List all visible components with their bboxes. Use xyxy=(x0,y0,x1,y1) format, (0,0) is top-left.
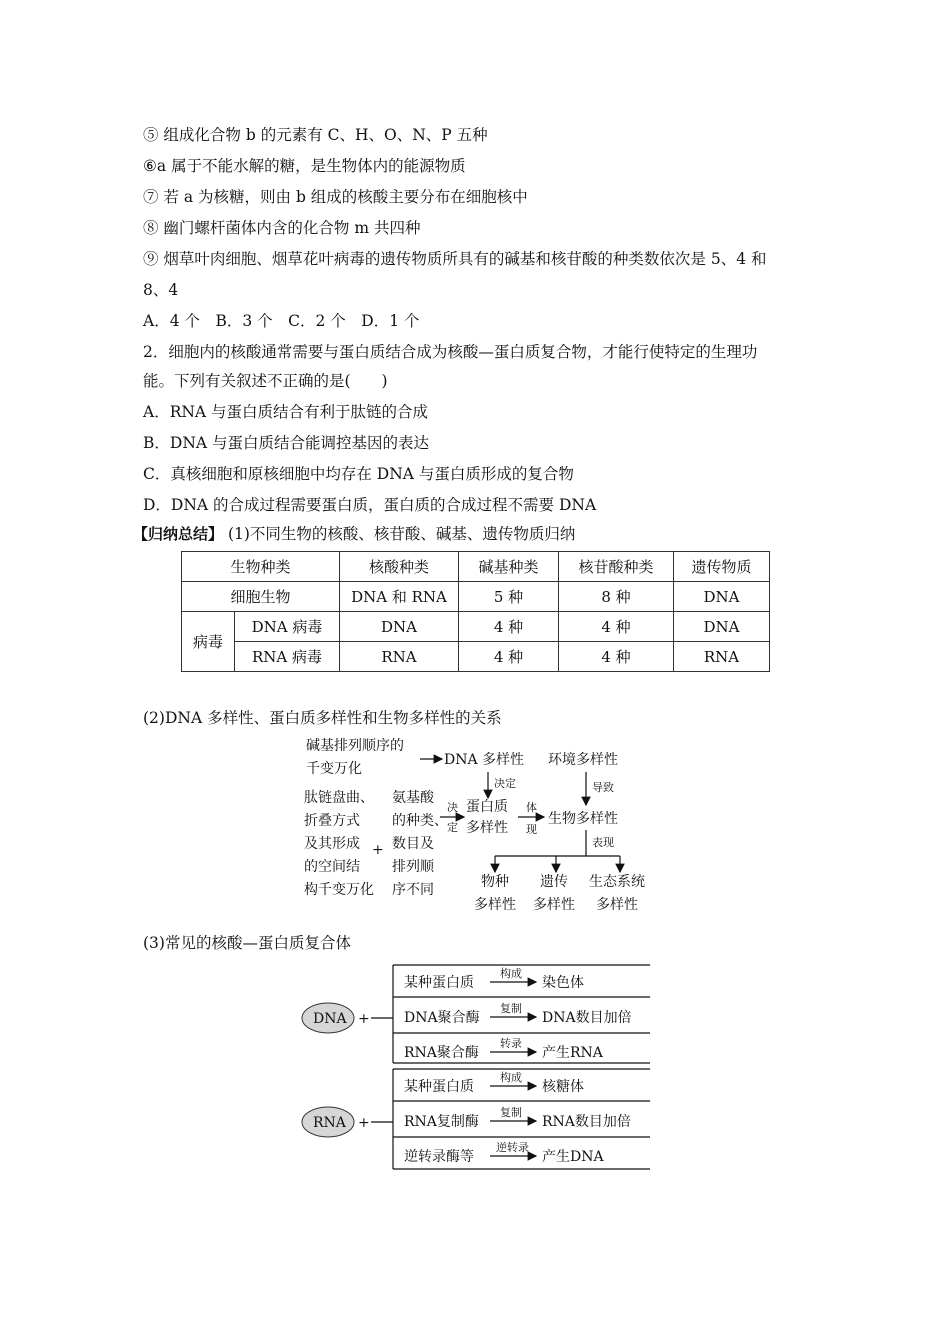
peptide-line5: 构千变万化 xyxy=(304,882,374,898)
plus-sign: + xyxy=(372,842,384,858)
table-cell: DNA xyxy=(340,612,459,642)
amino-line5: 序不同 xyxy=(392,882,434,898)
header-nucleotide: 核苷酸种类 xyxy=(559,552,674,582)
eco-2: 多样性 xyxy=(596,897,638,913)
species-1: 物种 xyxy=(481,874,509,890)
virus-label: 病毒 xyxy=(182,612,235,672)
species-2: 多样性 xyxy=(474,897,516,913)
rna-row3-left: 逆转录酶等 xyxy=(404,1149,474,1165)
table-cell: DNA xyxy=(674,612,770,642)
q2-stem-line1: 2．细胞内的核酸通常需要与蛋白质结合成为核酸—蛋白质复合物，才能行使特定的生理功 xyxy=(143,343,758,361)
q2-option-d: D．DNA 的合成过程需要蛋白质，蛋白质的合成过程不需要 DNA xyxy=(143,496,597,514)
amino-line3: 数目及 xyxy=(392,836,434,852)
table-cell: 5 种 xyxy=(459,582,559,612)
rna-row2-arrow-label: 复制 xyxy=(500,1106,522,1119)
embody-2: 现 xyxy=(526,823,537,836)
rna-row2-right: RNA数目加倍 xyxy=(542,1114,631,1130)
summary-table xyxy=(181,551,770,672)
q1-item-5: ⑤ 组成化合物 b 的元素有 C、H、O、N、P 五种 xyxy=(143,126,488,144)
peptide-line4: 的空间结 xyxy=(304,859,360,875)
table-row xyxy=(182,642,770,672)
complex-diagram xyxy=(0,955,950,1175)
rna-row3-right: 产生DNA xyxy=(542,1149,604,1165)
rna-row1-right: 核糖体 xyxy=(542,1079,584,1095)
dna-row2-arrow-label: 复制 xyxy=(500,1002,522,1015)
dna-diversity: DNA 多样性 xyxy=(444,752,525,768)
amino-line2: 的种类、 xyxy=(392,813,448,829)
table-cell: 8 种 xyxy=(559,582,674,612)
diversity-diagram xyxy=(0,730,950,930)
protein-div-line1: 蛋白质 xyxy=(466,799,508,815)
rna-row3-arrow-label: 逆转录 xyxy=(496,1141,529,1154)
summary-title-3: (3)常见的核酸—蛋白质复合体 xyxy=(143,934,351,952)
decide-h2: 定 xyxy=(447,821,458,834)
q2-option-c: C．真核细胞和原核细胞中均存在 DNA 与蛋白质形成的复合物 xyxy=(143,465,574,483)
rna-row1-left: 某种蛋白质 xyxy=(404,1079,474,1095)
dna-row3-arrow-label: 转录 xyxy=(500,1037,522,1050)
q1-item-9-cont: 8、4 xyxy=(143,281,179,299)
table-cell: DNA xyxy=(674,582,770,612)
rna-row2-left: RNA复制酶 xyxy=(404,1114,479,1130)
decide-label: 决定 xyxy=(494,777,516,790)
table-cell: 细胞生物 xyxy=(182,582,340,612)
genetic-1: 遗传 xyxy=(540,874,568,890)
peptide-line3: 及其形成 xyxy=(304,836,360,852)
summary-title-1: (1)不同生物的核酸、核苷酸、碱基、遗传物质归纳 xyxy=(227,525,576,543)
protein-div-line2: 多样性 xyxy=(466,820,508,836)
genetic-2: 多样性 xyxy=(533,897,575,913)
q1-item-7: ⑦ 若 a 为核糖，则由 b 组成的核酸主要分布在细胞核中 xyxy=(143,188,528,206)
q2-option-b: B．DNA 与蛋白质结合能调控基因的表达 xyxy=(143,434,430,452)
manifest-label: 表现 xyxy=(592,836,614,849)
dna-row1-right: 染色体 xyxy=(542,975,584,991)
dna-row1-arrow-label: 构成 xyxy=(500,967,522,980)
table-row xyxy=(182,612,770,642)
dna-row2-left: DNA聚合酶 xyxy=(404,1010,480,1026)
q1-item-8: ⑧ 幽门螺杆菌体内含的化合物 m 共四种 xyxy=(143,219,421,237)
rna-label: RNA xyxy=(313,1115,346,1131)
amino-line4: 排列顺 xyxy=(392,859,434,875)
bio-diversity: 生物多样性 xyxy=(548,811,618,827)
q1-item-9: ⑨ 烟草叶肉细胞、烟草花叶病毒的遗传物质所具有的碱基和核苷酸的种类数依次是 5、4 和 xyxy=(143,250,767,268)
summary-title-2: (2)DNA 多样性、蛋白质多样性和生物多样性的关系 xyxy=(143,709,502,727)
base-order-line1: 碱基排列顺序的 xyxy=(306,738,404,754)
table-cell: RNA 病毒 xyxy=(235,642,340,672)
table-cell: 4 种 xyxy=(559,612,674,642)
summary-tag: 【归纳总结】 xyxy=(133,525,224,543)
table-cell: DNA 病毒 xyxy=(235,612,340,642)
q2-option-a: A．RNA 与蛋白质结合有利于肽链的合成 xyxy=(143,403,429,421)
q1-item-6: ⑥a 属于不能水解的糖，是生物体内的能源物质 xyxy=(143,157,466,175)
eco-1: 生态系统 xyxy=(589,874,645,890)
table-cell: 4 种 xyxy=(559,642,674,672)
table-header-row xyxy=(182,552,770,582)
summary-heading xyxy=(133,524,575,544)
table-cell: RNA xyxy=(340,642,459,672)
header-genetic-material: 遗传物质 xyxy=(674,552,770,582)
header-base: 碱基种类 xyxy=(459,552,559,582)
lead-to-label: 导致 xyxy=(592,781,614,794)
dna-row3-right: 产生RNA xyxy=(542,1045,603,1061)
dna-row3-left: RNA聚合酶 xyxy=(404,1045,479,1061)
table-cell: 4 种 xyxy=(459,642,559,672)
decide-h1: 决 xyxy=(447,801,458,814)
q2-stem-line2: 能。下列有关叙述不正确的是( ) xyxy=(143,372,388,390)
header-nucleic-acid: 核酸种类 xyxy=(340,552,459,582)
q1-options: A．4 个 B．3 个 C．2 个 D．1 个 xyxy=(143,312,420,330)
header-organism: 生物种类 xyxy=(182,552,340,582)
table-cell: 4 种 xyxy=(459,612,559,642)
rna-row1-arrow-label: 构成 xyxy=(500,1071,522,1084)
dna-row2-right: DNA数目加倍 xyxy=(542,1010,632,1026)
dna-row1-left: 某种蛋白质 xyxy=(404,975,474,991)
rna-plus: + xyxy=(358,1115,370,1131)
dna-plus: + xyxy=(358,1011,370,1027)
env-diversity: 环境多样性 xyxy=(548,752,618,768)
peptide-line1: 肽链盘曲、 xyxy=(304,790,374,806)
table-cell: DNA 和 RNA xyxy=(340,582,459,612)
base-order-line2: 千变万化 xyxy=(306,761,362,777)
dna-label: DNA xyxy=(313,1011,347,1027)
peptide-line2: 折叠方式 xyxy=(304,813,360,829)
table-cell: RNA xyxy=(674,642,770,672)
table-row xyxy=(182,582,770,612)
embody-1: 体 xyxy=(526,801,537,814)
amino-line1: 氨基酸 xyxy=(392,790,434,806)
